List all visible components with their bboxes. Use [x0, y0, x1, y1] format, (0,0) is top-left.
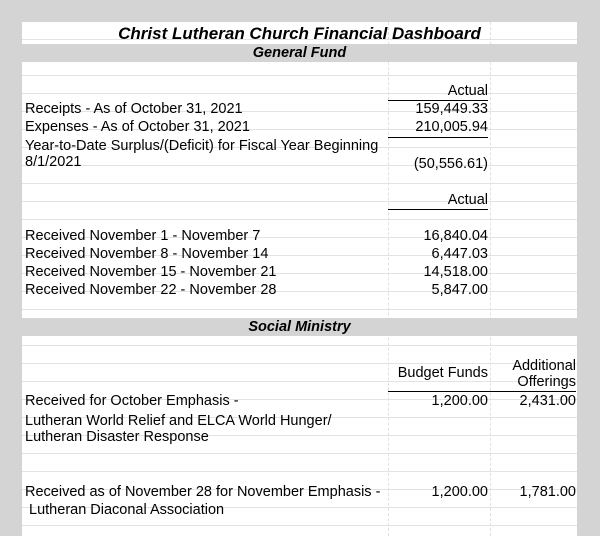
column-divider	[490, 22, 491, 536]
header-underline	[388, 209, 488, 210]
budget-funds-header: Budget Funds	[397, 365, 488, 381]
week-row-value: 6,447.03	[431, 246, 488, 262]
november-additional-value: 1,781.00	[519, 484, 576, 500]
surplus-label-line2: 8/1/2021	[25, 154, 82, 170]
october-description-line1: Lutheran World Relief and ELCA World Hunger/	[25, 413, 332, 429]
additional-header-line1: Additional	[512, 358, 576, 374]
weekly-actual-header: Actual	[447, 192, 488, 208]
section-title-general-fund: General Fund	[252, 45, 347, 61]
october-description-line2: Lutheran Disaster Response	[25, 429, 209, 445]
november-description: Lutheran Diaconal Association	[25, 502, 225, 518]
receipts-label: Receipts - As of October 31, 2021	[25, 101, 243, 117]
week-row-value: 5,847.00	[431, 282, 488, 298]
october-emphasis-label: Received for October Emphasis -	[25, 393, 239, 409]
november-budget-value: 1,200.00	[431, 484, 488, 500]
header-underline	[388, 391, 576, 392]
week-row-label: Received November 1 - November 7	[25, 228, 261, 244]
total-underline	[388, 137, 488, 138]
additional-header-line2: Offerings	[517, 374, 576, 390]
expenses-value: 210,005.94	[415, 119, 488, 135]
receipts-value: 159,449.33	[415, 101, 488, 117]
october-additional-value: 2,431.00	[519, 393, 576, 409]
week-row-value: 14,518.00	[423, 264, 488, 280]
week-row-value: 16,840.04	[423, 228, 488, 244]
week-row-label: Received November 8 - November 14	[25, 246, 269, 262]
expenses-label: Expenses - As of October 31, 2021	[25, 119, 250, 135]
actual-column-header: Actual	[447, 83, 488, 99]
october-budget-value: 1,200.00	[431, 393, 488, 409]
week-row-label: Received November 15 - November 21	[25, 264, 277, 280]
week-row-label: Received November 22 - November 28	[25, 282, 277, 298]
surplus-label-line1: Year-to-Date Surplus/(Deficit) for Fiscal Year Beginning	[25, 138, 379, 154]
november-emphasis-label: Received as of November 28 for November Emphasis -	[25, 484, 381, 500]
section-title-social-ministry: Social Ministry	[248, 319, 351, 335]
page-title: Christ Lutheran Church Financial Dashboard	[118, 24, 481, 43]
surplus-value: (50,556.61)	[413, 156, 488, 172]
